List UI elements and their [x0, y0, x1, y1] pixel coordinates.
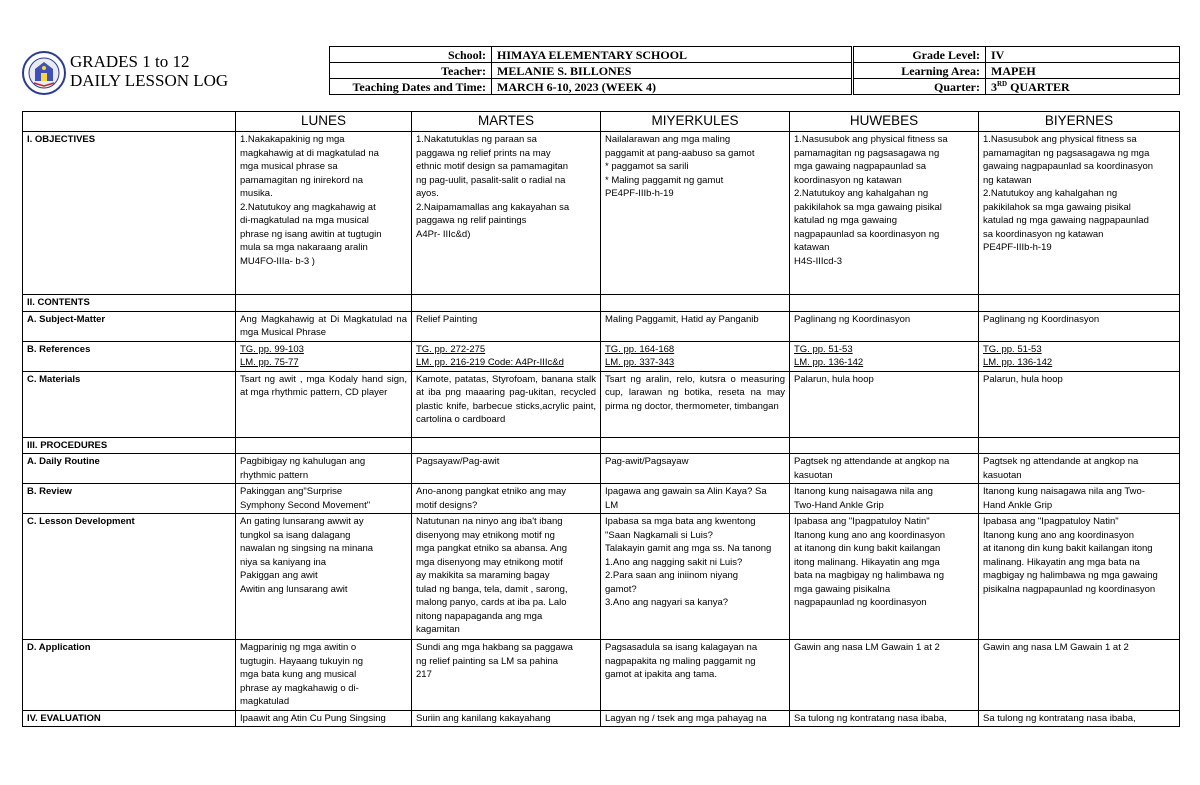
cell-line: Hand Ankle Grip: [983, 499, 1053, 511]
cell-line: katulad ng mga gawaing nagpapaunlad: [983, 215, 1149, 226]
cell-line: motif designs?: [416, 499, 478, 511]
cell-line: Itanong kung ano ang koordinasyon: [983, 529, 1135, 541]
cell-line: Ipabasa sa mga bata ang kwentong: [605, 516, 756, 527]
cell-line: mga bata kung ang musical: [240, 669, 357, 680]
cell-line: mga disenyong may etnikong motif: [416, 556, 563, 568]
cell-line: musika.: [240, 188, 273, 199]
cell-line: Ano-anong pangkat etniko ang may: [416, 486, 566, 497]
cell-line: phrase ng isang awitin at tugtugin: [240, 228, 382, 240]
cell-line: ethnic motif design sa pamamagitan: [416, 161, 569, 172]
cell-line: mga gawaing nagpapaunlad sa: [794, 161, 927, 172]
materials-cell: Tsart ng aralin, relo, kutsra o measuring cup, larawan ng botika, reseta na may pirma ng doctor, thermometer, timbangan: [601, 371, 790, 437]
quarter-value: 3RD QUARTER: [986, 79, 1180, 95]
info-table: [329, 46, 1180, 95]
title-line-1: GRADES 1 to 12: [70, 52, 190, 71]
development-cell: [979, 514, 1180, 640]
cell-line: Pagsasadula sa isang kalagayan na: [605, 642, 758, 653]
cell-line: 2.Natutukoy ang magkahawig at: [240, 201, 376, 213]
area-value: MAPEH: [986, 63, 1180, 79]
cell-line: Natutunan na ninyo ang iba't ibang: [416, 516, 563, 527]
cell-line: Itanong kung naisagawa nila ang Two-: [983, 486, 1145, 497]
cell-line: 1.Nasusubok ang physical fitness sa: [794, 134, 948, 145]
row-label: A. Daily Routine: [23, 454, 236, 484]
review-row: [23, 484, 1180, 514]
row-label: C. Lesson Development: [23, 514, 236, 640]
cell-line: mula sa mga nakaraang aralin: [240, 242, 368, 253]
cell-line: PE4PF-IIIb-h-19: [605, 188, 674, 199]
deped-seal-icon: [22, 48, 66, 98]
cell-line: 1.Nakakapakinig ng mga: [240, 134, 345, 145]
day-header-row: [23, 112, 1180, 132]
contents-row: [23, 295, 1180, 312]
cell-line: niya sa kaniyang ina: [240, 556, 327, 568]
review-cell: [236, 484, 412, 514]
cell-line: Itanong kung ano ang koordinasyon: [794, 529, 946, 541]
cell-line: 217: [416, 669, 432, 680]
reference-link[interactable]: TG. pp. 272-275: [416, 343, 486, 355]
reference-link[interactable]: TG. pp. 51-53: [794, 343, 853, 355]
cell-line: paggawa ng relief prints na may: [416, 147, 551, 159]
cell-line: pamamagitan ng pagsasagawa ng mga: [983, 147, 1150, 159]
cell-line: bata na magbigay ng halimbawa ng: [794, 570, 944, 581]
cell-line: ng pag-uulit, pasalit-salit o radial na: [416, 174, 566, 186]
day-header: HUWEBES: [790, 112, 979, 132]
cell-line: nitong napapaganda ang mga: [416, 610, 543, 622]
teacher-value: MELANIE S. BILLONES: [492, 63, 852, 79]
application-row: [23, 640, 1180, 711]
materials-cell: Kamote, patatas, Styrofoam, banana stalk at iba png maaaring pag-ukitan, recycled plastic knife, barbecue sticks,acrylic paint, cartolina o cardboard: [412, 371, 601, 437]
cell-line: * Maling paggamit ng gamut: [605, 174, 724, 186]
subject-cell: Ang Magkahawig at Di Magkatulad na mga Musical Phrase: [236, 311, 412, 341]
day-header: MIYERKULES: [601, 112, 790, 132]
school-label: School:: [330, 47, 492, 63]
cell-line: 3.Ano ang nagyari sa kanya?: [605, 597, 729, 608]
development-cell: [412, 514, 601, 640]
cell-line: Talakayin gamit ang mga ss. Na tanong: [605, 543, 772, 554]
teacher-label: Teacher:: [330, 63, 492, 79]
cell-line: PE4PF-IIIb-h-19: [983, 242, 1052, 253]
evaluation-row: [23, 710, 1180, 727]
grade-value: IV: [986, 47, 1180, 63]
objective-cell: [601, 132, 790, 295]
cell-line: MU4FO-IIIa- b-3 ): [240, 255, 315, 267]
development-cell: [790, 514, 979, 640]
cell-line: Pagtsek ng attendande at angkop na: [983, 456, 1139, 467]
cell-line: Pakinggan ang"Surprise: [240, 486, 343, 497]
cell-line: nagpapaunlad ng koordinasyon: [794, 597, 927, 608]
reference-link[interactable]: LM. pp. 75-77: [240, 357, 299, 368]
development-cell: [601, 514, 790, 640]
routine-cell: [412, 454, 601, 484]
cell-line: kagamitan: [416, 624, 460, 635]
cell-line: ng katawan: [983, 174, 1032, 186]
cell-line: LM: [605, 499, 619, 511]
cell-line: di-magkatulad na mga musical: [240, 215, 369, 226]
cell-line: 1.Ano ang nagging sakit ni Luis?: [605, 556, 743, 568]
document-title: [70, 52, 228, 90]
materials-cell: Tsart ng awit , mga Kodaly hand sign, at mga rhythmic pattern, CD player: [236, 371, 412, 437]
routine-cell: [790, 454, 979, 484]
cell-line: ayos.: [416, 188, 439, 199]
cell-line: Ipabasa ang "Ipagpatuloy Natin": [794, 516, 930, 527]
cell-line: pamamagitan ng inirekord na: [240, 174, 364, 186]
cell-line: phrase ay magkahawig o di-: [240, 682, 359, 694]
procedures-row: [23, 437, 1180, 454]
dates-value: MARCH 6-10, 2023 (WEEK 4): [492, 79, 852, 95]
application-cell: [979, 640, 1180, 711]
routine-cell: [601, 454, 790, 484]
reference-cell[interactable]: [236, 341, 412, 371]
objectives-row: [23, 132, 1180, 295]
cell-line: katulad ng mga gawaing: [794, 215, 897, 226]
row-label: II. CONTENTS: [23, 295, 236, 312]
subject-cell: Maling Paggamit, Hatid ay Panganib: [601, 311, 790, 341]
cell-line: Ipabasa ang "Ipagpatuloy Natin": [983, 516, 1119, 527]
cell-line: tugtugin. Hayaang tukuyin ng: [240, 655, 364, 667]
cell-line: Sundi ang mga hakbang sa paggawa: [416, 642, 573, 653]
review-cell: [412, 484, 601, 514]
school-value: HIMAYA ELEMENTARY SCHOOL: [492, 47, 852, 63]
materials-cell: Palarun, hula hoop: [790, 371, 979, 437]
cell-line: tungkol sa isang dalagang: [240, 529, 351, 541]
evaluation-cell: Suriin ang kanilang kakayahang: [412, 710, 601, 727]
reference-link[interactable]: TG. pp. 99-103: [240, 343, 304, 355]
reference-link[interactable]: LM. pp. 216-219 Code: A4Pr-IIIc&d: [416, 357, 564, 368]
cell-line: 2.Para saan ang iniinom niyang: [605, 570, 739, 581]
evaluation-cell: Ipaawit ang Atin Cu Pung Singsing: [236, 710, 412, 727]
row-label: III. PROCEDURES: [23, 437, 236, 454]
day-header: MARTES: [412, 112, 601, 132]
cell-line: itong malinang. Hikayatin ang mga: [794, 556, 940, 568]
cell-line: pisikalna nagpapaunlad ng koordinasyon: [983, 583, 1156, 595]
cell-line: at itanong din kung bakit kailangan: [794, 543, 941, 554]
row-label: B. Review: [23, 484, 236, 514]
evaluation-cell: Sa tulong ng kontratang nasa ibaba,: [790, 710, 979, 727]
cell-line: mga gawaing pisikalna: [794, 583, 891, 595]
row-label: C. Materials: [23, 371, 236, 437]
cell-line: nagpapakita ng maling paggamit ng: [605, 655, 756, 667]
cell-line: disenyong may etnikong motif ng: [416, 529, 555, 541]
application-cell: [236, 640, 412, 711]
cell-line: kasuotan: [983, 469, 1022, 481]
cell-line: "Saan Nagkamali si Luis?: [605, 529, 713, 541]
cell-line: at itanong din kung bakit kailangan itong: [983, 543, 1153, 554]
row-label: A. Subject-Matter: [23, 311, 236, 341]
development-cell: [236, 514, 412, 640]
cell-line: Ipagawa ang gawain sa Alin Kaya? Sa: [605, 486, 767, 497]
cell-line: paggawa ng relif paintings: [416, 215, 527, 226]
reference-cell[interactable]: [412, 341, 601, 371]
cell-line: katawan: [794, 242, 830, 253]
reference-link[interactable]: LM. pp. 136-142: [983, 357, 1053, 368]
cell-line: A4Pr- IIIc&d): [416, 228, 471, 240]
cell-line: Pakiggan ang awit: [240, 570, 318, 581]
cell-line: H4S-IIIcd-3: [794, 255, 843, 267]
development-row: [23, 514, 1180, 640]
cell-line: Awitin ang lunsarang awit: [240, 583, 348, 595]
cell-line: Gawin ang nasa LM Gawain 1 at 2: [983, 642, 1129, 653]
row-label: D. Application: [23, 640, 236, 711]
cell-line: magkatulad: [240, 696, 290, 707]
evaluation-cell: Lagyan ng / tsek ang mga pahayag na: [601, 710, 790, 727]
reference-link[interactable]: LM. pp. 136-142: [794, 357, 864, 368]
cell-line: Pag-awit/Pagsayaw: [605, 456, 689, 467]
cell-line: sa koordinasyon ng katawan: [983, 228, 1104, 240]
row-label: IV. EVALUATION: [23, 710, 236, 727]
cell-line: gawaing nagpapaunlad sa koordinasyon: [983, 161, 1154, 172]
materials-cell: Palarun, hula hoop: [979, 371, 1180, 437]
cell-line: mga pangkat etniko sa abansa. Ang: [416, 543, 568, 554]
subject-row: [23, 311, 1180, 341]
reference-link[interactable]: LM. pp. 337-343: [605, 357, 675, 368]
cell-line: nawalan ng singsing na minana: [240, 543, 374, 554]
cell-line: gamot?: [605, 583, 637, 595]
application-cell: [601, 640, 790, 711]
cell-line: ay makikita sa maraming bagay: [416, 570, 550, 581]
row-label: B. References: [23, 341, 236, 371]
cell-line: tulad ng banga, tela, damit , sarong,: [416, 583, 568, 595]
cell-line: gamot at ipakita ang tama.: [605, 669, 717, 680]
dates-label: Teaching Dates and Time:: [330, 79, 492, 95]
cell-line: pamamagitan ng pagsasagawa ng: [794, 147, 940, 159]
cell-line: 1.Nakatutuklas ng paraan sa: [416, 134, 537, 145]
cell-line: Pagtsek ng attendande at angkop na: [794, 456, 950, 467]
cell-line: kasuotan: [794, 469, 833, 481]
cell-line: mga musical phrase sa: [240, 161, 338, 172]
references-row: [23, 341, 1180, 371]
cell-line: An gating lunsarang awwit ay: [240, 516, 364, 527]
lesson-log-table: [22, 111, 1180, 727]
application-cell: [412, 640, 601, 711]
cell-line: Pagsayaw/Pag-awit: [416, 456, 500, 467]
cell-line: nagpapaunlad sa koordinasyon ng: [794, 228, 940, 240]
cell-line: Two-Hand Ankle Grip: [794, 499, 884, 511]
reference-link[interactable]: TG. pp. 164-168: [605, 343, 675, 355]
day-header: LUNES: [236, 112, 412, 132]
cell-line: Symphony Second Movement": [240, 499, 371, 511]
cell-line: Pagbibigay ng kahulugan ang: [240, 456, 366, 467]
objective-cell: [412, 132, 601, 295]
application-cell: [790, 640, 979, 711]
cell-line: Magparinig ng mga awitin o: [240, 642, 357, 653]
cell-line: 2.Natutukoy ang kahalgahan ng: [983, 188, 1118, 199]
day-header: BIYERNES: [979, 112, 1180, 132]
row-label: I. OBJECTIVES: [23, 132, 236, 295]
cell-line: Gawin ang nasa LM Gawain 1 at 2: [794, 642, 940, 653]
routine-cell: [236, 454, 412, 484]
grade-label: Grade Level:: [854, 47, 986, 63]
objective-cell: [236, 132, 412, 295]
reference-cell[interactable]: [601, 341, 790, 371]
cell-line: * paggamot sa sarili: [605, 161, 689, 172]
cell-line: malong panyo, cards at iba pa. Lalo: [416, 597, 567, 608]
cell-line: pakikilahok sa mga gawaing pisikal: [983, 201, 1131, 213]
evaluation-cell: Sa tulong ng kontratang nasa ibaba,: [979, 710, 1180, 727]
review-cell: [790, 484, 979, 514]
cell-line: Itanong kung naisagawa nila ang: [794, 486, 933, 497]
title-line-2: DAILY LESSON LOG: [70, 71, 229, 90]
cell-line: malinang. Hikayatin ang mga bata na: [983, 556, 1140, 568]
routine-cell: [979, 454, 1180, 484]
area-label: Learning Area:: [854, 63, 986, 79]
subject-cell: Paglinang ng Koordinasyon: [790, 311, 979, 341]
cell-line: pakikilahok sa mga gawaing pisikal: [794, 201, 942, 213]
cell-line: 2.Natutukoy ang kahalgahan ng: [794, 188, 929, 199]
reference-link[interactable]: TG. pp. 51-53: [983, 343, 1042, 355]
materials-row: [23, 371, 1180, 437]
subject-cell: Paglinang ng Koordinasyon: [979, 311, 1180, 341]
cell-line: Nailalarawan ang mga maling: [605, 134, 731, 145]
cell-line: paggamit at pang-aabuso sa gamot: [605, 147, 755, 159]
reference-cell[interactable]: [790, 341, 979, 371]
review-cell: [601, 484, 790, 514]
objective-cell: [790, 132, 979, 295]
cell-line: magbigay ng halimbawa ng mga gawaing: [983, 570, 1158, 581]
cell-line: koordinasyon ng katawan: [794, 174, 902, 186]
cell-line: magkahawig at di magkatulad na: [240, 147, 379, 159]
cell-line: 2.Naipamamallas ang kakayahan sa: [416, 201, 570, 213]
reference-cell[interactable]: [979, 341, 1180, 371]
quarter-label: Quarter:: [854, 79, 986, 95]
cell-line: rhythmic pattern: [240, 469, 309, 481]
cell-line: ng relief painting sa LM sa pahina: [416, 655, 559, 667]
subject-cell: Relief Painting: [412, 311, 601, 341]
corner-cell: [23, 112, 236, 132]
cell-line: 1.Nasusubok ang physical fitness sa: [983, 134, 1137, 145]
objective-cell: [979, 132, 1180, 295]
review-cell: [979, 484, 1180, 514]
routine-row: [23, 454, 1180, 484]
